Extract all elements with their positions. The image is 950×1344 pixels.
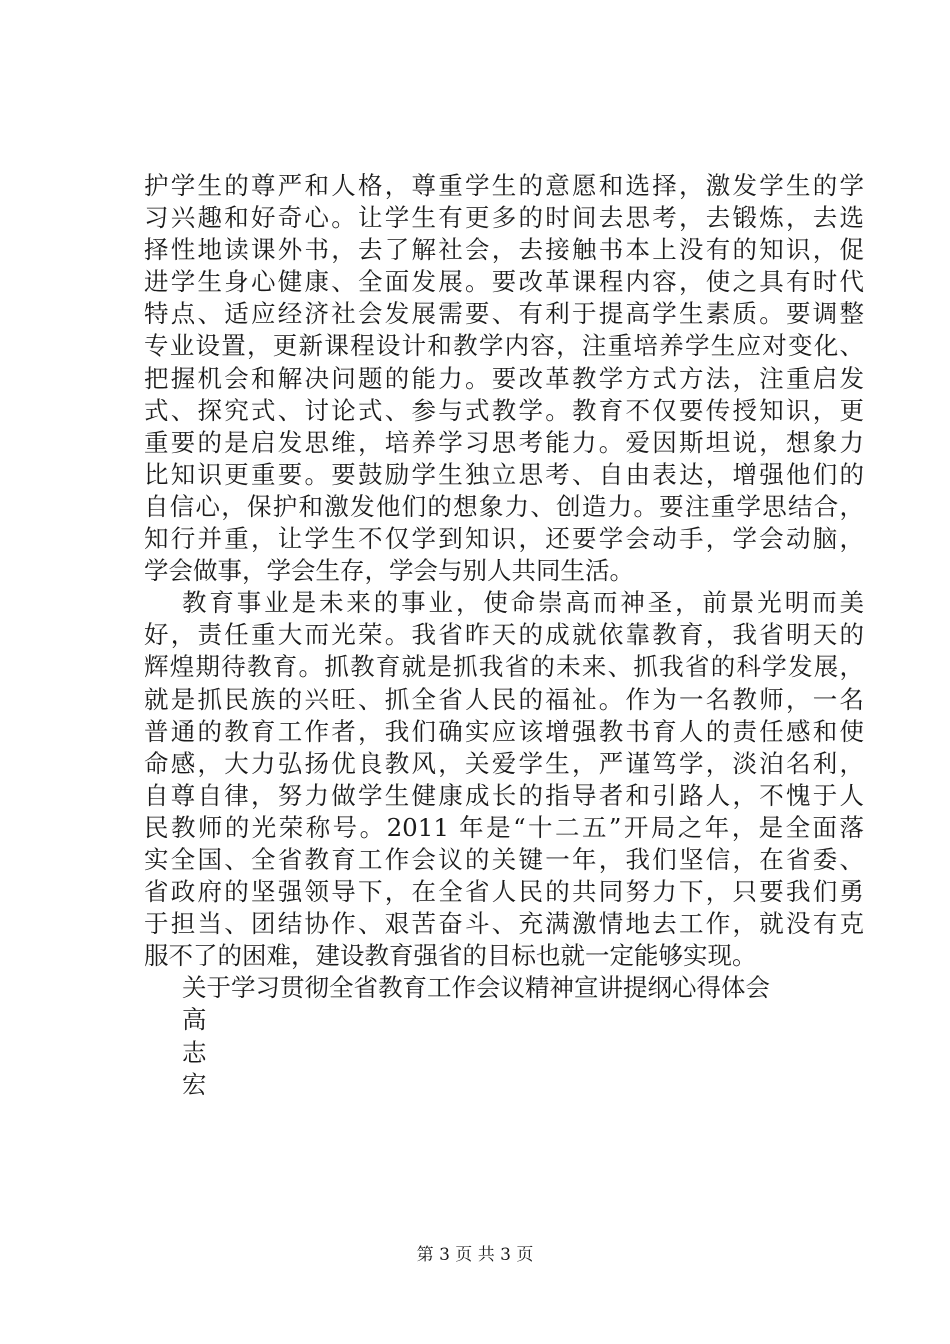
text-line: 式、探究式、讨论式、参与式教学。教育不仅要传授知识，更 (144, 395, 864, 425)
text-line: 重要的是启发思维，培养学习思考能力。爱因斯坦说，想象力 (144, 427, 864, 457)
text-line: 服不了的困难，建设教育强省的目标也就一定能够实现。 (144, 941, 757, 971)
author-char: 志 (182, 1037, 207, 1067)
text-line: 护学生的尊严和人格，尊重学生的意愿和选择，激发学生的学 (144, 171, 864, 200)
text-line: 知行并重，让学生不仅学到知识，还要学会动手，学会动脑， (144, 524, 864, 554)
text-line: 专业设置，更新课程设计和教学内容，注重培养学生应对变化、 (144, 331, 864, 361)
text-line: 普通的教育工作者，我们确实应该增强教书育人的责任感和使 (144, 716, 864, 746)
text-line: 把握机会和解决问题的能力。要改革教学方式方法，注重启发 (144, 363, 864, 393)
text-line: 好，责任重大而光荣。我省昨天的成就依靠教育，我省明天的 (144, 620, 864, 650)
text-line: 辉煌期待教育。抓教育就是抓我省的未来、抓我省的科学发展， (144, 652, 864, 682)
text-line: 择性地读课外书，去了解社会，去接触书本上没有的知识，促 (144, 235, 864, 265)
text-line: 省政府的坚强领导下，在全省人民的共同努力下，只要我们勇 (144, 877, 864, 907)
author-char: 宏 (182, 1069, 207, 1099)
text-line: 教育事业是未来的事业，使命崇高而神圣，前景光明而美 (182, 588, 864, 618)
page-footer: 第 3 页 共 3 页 (416, 1245, 534, 1265)
text-line: 命感，大力弘扬优良教风，关爱学生，严谨笃学，淡泊名利， (144, 748, 864, 778)
author-name (144, 1004, 864, 1100)
text-line: 民教师的光荣称号。2011 年是“十二五”开局之年，是全面落 (144, 812, 864, 842)
author-char: 高 (182, 1005, 207, 1035)
paragraph-1 (144, 170, 864, 587)
paragraph-2 (144, 587, 864, 972)
text-line: 特点、适应经济社会发展需要、有利于提高学生素质。要调整 (144, 299, 864, 329)
text-line: 就是抓民族的兴旺、抓全省人民的福祉。作为一名教师，一名 (144, 684, 864, 714)
text-line: 自尊自律，努力做学生健康成长的指导者和引路人，不愧于人 (144, 780, 864, 810)
text-line: 学会做事，学会生存，学会与别人共同生活。 (144, 556, 634, 586)
text-line: 实全国、全省教育工作会议的关键一年，我们坚信，在省委、 (144, 844, 864, 874)
text-line: 于担当、团结协作、艰苦奋斗、充满激情地去工作，就没有克 (144, 909, 864, 939)
document-title: 关于学习贯彻全省教育工作会议精神宣讲提纲心得体会 (182, 973, 770, 1003)
text-line: 习兴趣和好奇心。让学生有更多的时间去思考，去锻炼，去选 (144, 203, 864, 233)
text-line: 比知识更重要。要鼓励学生独立思考、自由表达，增强他们的 (144, 459, 864, 489)
text-line: 自信心，保护和激发他们的想象力、创造力。要注重学思结合， (144, 491, 864, 521)
document-body (144, 170, 864, 1101)
text-line: 进学生身心健康、全面发展。要改革课程内容，使之具有时代 (144, 267, 864, 297)
